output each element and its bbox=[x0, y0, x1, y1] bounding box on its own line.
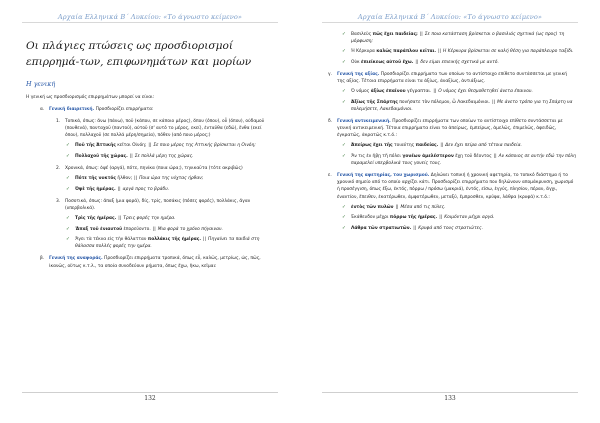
footer-rule bbox=[22, 392, 278, 393]
separator: || bbox=[415, 59, 419, 65]
list-marker: α. bbox=[40, 106, 45, 112]
greek-phrase: πῶς ἔχει παιδείας; bbox=[372, 32, 418, 37]
term: Γενική διαιρετική. bbox=[49, 106, 95, 112]
item-text: Προσδιορίζει επιρρήματα των οποίων το αντίστοιχο επίθετο συντάσσεται με γενική της αξίας. Τέτοια επιρρήματα είναι τα ἀξίως, ἀναξίως, ἀντιάξιως. bbox=[337, 72, 568, 85]
translation: Πηγαίνει τα παιδιά στη θάλασσα πολλές φορές την ημέρα. bbox=[75, 237, 260, 250]
greek-phrase: Ἀπείρως ἔχει τῆς bbox=[351, 143, 393, 149]
check-icon: ✓ bbox=[342, 153, 346, 159]
header-rule bbox=[322, 22, 578, 23]
greek-pre: Ἄν τις ἐν ἥβῃ τῆ πόλει bbox=[351, 153, 403, 159]
check-icon: ✓ bbox=[342, 32, 346, 37]
greek-phrase: Ποῦ τῆς Ἀττικῆς bbox=[75, 143, 116, 149]
separator: || bbox=[134, 176, 138, 182]
greek-phrase: γονέων ἀμελέστερον bbox=[402, 153, 454, 159]
greek-rest: Ἄγει τὰ τέκνα εἰς τὴν θάλατταν bbox=[75, 237, 148, 243]
item-text: Ποσοτικά, όπως: ἅπαξ (μια φορά), δίς, τρίς, ποσάκις (πόσες φορές), πολλάκις, ἄγαν (υπερβολικά). bbox=[65, 199, 251, 212]
translation: Σε ποιο μέρος της Αττικής βρίσκεται η Οινόη; bbox=[153, 143, 256, 149]
intro-paragraph: Η γενική ως προσδιορισμός επιρρημάτων μπορεί να είναι: bbox=[26, 94, 155, 100]
greek-rest: ἐπορεύοντο. bbox=[122, 226, 151, 232]
separator: || bbox=[395, 204, 399, 210]
check-icon: ✓ bbox=[342, 49, 346, 55]
term: Γενική της αξίας. bbox=[337, 72, 380, 78]
example-item bbox=[342, 31, 576, 45]
example-item bbox=[342, 99, 576, 113]
list-item-d bbox=[328, 118, 576, 139]
greek-pre: Οὐκ bbox=[351, 59, 361, 65]
translation: Ποια ώρα της νύχτας ήρθαν; bbox=[139, 176, 204, 182]
greek-phrase: πολλάκις τῆς ἡμέρας. bbox=[147, 237, 202, 243]
list-item-g bbox=[328, 71, 576, 85]
greek-pre: Βασιλεὺς bbox=[351, 32, 373, 37]
list-marker: δ. bbox=[328, 119, 333, 125]
translation: Μια φορά το χρόνο πήγαιναν. bbox=[157, 226, 223, 232]
greek-phrase-2: παιδείας. bbox=[415, 143, 439, 149]
example-item bbox=[342, 214, 576, 221]
greek-pre: Ὁ νόμος bbox=[351, 89, 371, 95]
item-text: Προσδιορίζει επιρρήματα: bbox=[94, 106, 154, 112]
check-icon: ✓ bbox=[66, 237, 70, 243]
greek-phrase: καλῶς παράπλου κεῖται. bbox=[376, 49, 437, 55]
separator: || bbox=[148, 143, 152, 149]
greek-phrase: Ὀψὲ τῆς ἡμέρας. bbox=[75, 186, 116, 192]
greek-pre: Ἡ Κέρκυρα bbox=[351, 49, 377, 55]
check-icon: ✓ bbox=[66, 176, 70, 182]
separator: || bbox=[493, 153, 497, 159]
greek-post: πονήσατε τὸν πόλεμον, ὦ Λακεδαιμόνιοι. bbox=[397, 99, 491, 105]
greek-phrase: Ἅπαξ τοῦ ἐνιαυτοῦ bbox=[75, 226, 123, 232]
list-marker: β. bbox=[40, 256, 45, 262]
check-icon: ✓ bbox=[342, 215, 346, 221]
running-head: Αρχαία Ελληνικά Β΄ Λυκείου: «Το άγνωστο κείμενο» bbox=[357, 13, 543, 21]
separator: || bbox=[413, 225, 417, 231]
sub-item-1 bbox=[56, 118, 276, 139]
list-item-e bbox=[328, 172, 576, 201]
greek-post: ἔχῃ τοῦ δέοντος bbox=[453, 153, 492, 159]
item-text: Τοπικά, όπως: ἄνω (πάνω), ποῦ (κάπου, σε κάποιο μέρος), ὅπου (όπου), οὗ (όπου), οὐδαμοῦ (πουθενά), πανταχοῦ (παντού), αὐτοῦ (σ' αυτό το μέρος, εκεί), ἐνταῦθα (εδώ), ἔνθα (εκεί όπου), πολλαχοῦ (σε πολλά μέρη/σημεία), πόθεν (από ποιο μέρος;) bbox=[65, 118, 265, 139]
separator: || bbox=[419, 32, 423, 37]
greek-rest: ἧλθον; bbox=[116, 176, 133, 182]
list-item-b bbox=[40, 255, 276, 269]
check-icon: ✓ bbox=[342, 59, 346, 65]
term: Γενική της αφετηρίας, του χωρισμού. bbox=[337, 173, 430, 179]
example-item bbox=[66, 142, 276, 149]
example-item bbox=[342, 48, 576, 55]
list-item-a bbox=[40, 106, 276, 113]
greek-pre: Ἐκάθευδον μέχρι bbox=[351, 215, 390, 221]
check-icon: ✓ bbox=[66, 143, 70, 149]
check-icon: ✓ bbox=[66, 216, 70, 222]
separator: || bbox=[117, 186, 121, 192]
example-item bbox=[342, 225, 576, 232]
example-item bbox=[342, 59, 576, 66]
list-marker: ε. bbox=[328, 173, 332, 179]
list-marker: 2. bbox=[56, 166, 61, 172]
separator: || bbox=[433, 89, 437, 95]
sub-item-2 bbox=[56, 165, 276, 172]
translation: Αν κάποιος σε αυτήν εδώ την πόλη παραμελεί υπερβολικά τους γονείς τους. bbox=[351, 153, 576, 166]
translation: Η Κέρκυρα βρίσκεται σε καλή θέση για παράπλευρο ταξίδι. bbox=[443, 49, 574, 55]
greek-phrase: ἐπιείκεως αὐτοῦ ἔχω. bbox=[360, 59, 414, 65]
check-icon: ✓ bbox=[66, 153, 70, 159]
greek-rest: κεῖται Οἰνόη; bbox=[115, 143, 147, 149]
translation: Δεν έχει πείρα από τέτοια παιδεία. bbox=[445, 143, 522, 149]
translation: Κοιμόνταν μέχρι αργά. bbox=[444, 215, 495, 221]
greek-phrase: Πότε τῆς νυκτός bbox=[75, 176, 117, 182]
translation: Σε πολλά μέρη της χώρας. bbox=[134, 153, 194, 159]
check-icon: ✓ bbox=[342, 89, 346, 95]
separator: || bbox=[129, 153, 133, 159]
check-icon: ✓ bbox=[342, 99, 346, 105]
translation: Μέσα από τις πύλες. bbox=[400, 204, 446, 210]
check-icon: ✓ bbox=[66, 186, 70, 192]
page-number: 132 bbox=[144, 395, 156, 402]
list-marker: 1. bbox=[56, 118, 61, 124]
greek-post: τοιαύτης bbox=[392, 143, 416, 149]
example-item bbox=[66, 236, 276, 250]
translation: Τρεις φορές την ημέρα. bbox=[123, 216, 176, 222]
translation: δεν είμαι επιεικής σχετικά με αυτό. bbox=[420, 59, 499, 65]
separator: || bbox=[492, 99, 496, 105]
separator: || bbox=[152, 226, 156, 232]
separator: || bbox=[203, 237, 207, 243]
example-item bbox=[66, 175, 276, 182]
example-item bbox=[342, 142, 576, 149]
term: Γενική της αναφοράς. bbox=[49, 256, 103, 262]
greek-phrase: ἐντὸς τῶν πυλῶν bbox=[351, 204, 394, 210]
check-icon: ✓ bbox=[342, 143, 346, 149]
example-item bbox=[66, 186, 276, 193]
translation: Σε ποια κατάσταση βρίσκεται ο βασιλιάς σχετικά (ως προς) τη μόρφωση; bbox=[351, 32, 565, 45]
greek-phrase: Τρὶς τῆς ἡμέρας. bbox=[75, 216, 117, 222]
sub-item-3 bbox=[56, 198, 276, 212]
page-body bbox=[26, 28, 276, 273]
check-icon: ✓ bbox=[66, 226, 70, 232]
greek-phrase: ἀξίως ἐπαίνου bbox=[370, 89, 406, 95]
separator: || bbox=[440, 143, 444, 149]
greek-phrase: Λάθρα τῶν στρατιωτῶν. bbox=[351, 225, 412, 231]
page-body bbox=[326, 28, 576, 235]
translation: Ο νόμος έχει θεσμοθετηθεί άνετα έπαινου. bbox=[438, 89, 533, 95]
page-number: 133 bbox=[444, 395, 456, 402]
separator: || bbox=[438, 49, 442, 55]
translation: Κρυφά από τους στρατιώτες. bbox=[418, 225, 483, 231]
example-item bbox=[66, 215, 276, 222]
footer-rule bbox=[322, 392, 578, 393]
page-right bbox=[300, 0, 600, 423]
example-item bbox=[66, 226, 276, 233]
translation: Με άνετο τρόπο για τη Σπάρτη να πολεμήσετε, Λακεδαιμόνιοι. bbox=[351, 99, 573, 112]
separator: || bbox=[439, 215, 443, 221]
check-icon: ✓ bbox=[342, 225, 346, 231]
greek-phrase: Ἀξίως τῆς Σπάρτης bbox=[351, 99, 398, 105]
item-text: Προσδιορίζει επιρρήματα τροπικά, όπως εὖ, καλῶς, μετρίως, ὡς, πῶς, ἱκανῶς, οὕτως κ.τ.λ., τα οποία συνοδεύουν ρήματα, όπως ἔχω, ἥκω, κεῖμαι: bbox=[49, 256, 261, 269]
list-marker: γ. bbox=[328, 72, 332, 78]
greek-phrase: πόρρω τῆς ἡμέρας. bbox=[389, 215, 438, 221]
chapter-title: Οι πλάγιες πτώσεις ως προσδιορισμοί επιρρημά-των, επιφωνημάτων και μορίων bbox=[26, 40, 252, 69]
example-item bbox=[342, 88, 576, 95]
section-heading: Η γενική bbox=[26, 80, 56, 89]
example-item bbox=[342, 204, 576, 211]
example-item bbox=[66, 153, 276, 160]
item-text: Χρονικά, όπως: ὀψέ (αργά), πότε, πηνίκα (ποια ώρα;), τηνικαῦτα (τότε ακριβώς) bbox=[65, 166, 243, 172]
term: Γενική αντικειμενική. bbox=[337, 119, 391, 125]
list-marker: 3. bbox=[56, 199, 61, 205]
translation: αργά προς το βράδυ. bbox=[122, 186, 170, 192]
running-head: Αρχαία Ελληνικά Β΄ Λυκείου: «Το άγνωστο κείμενο» bbox=[57, 13, 243, 21]
item-text: Προσδιορίζει επιρρήματα των οποίων το αντίστοιχο επίθετο συντάσσεται με γενική αντικειμενική. Τέτοια επιρρήματα είναι τα ἀπείρως, ἐμπείρως, ἀμελῶς, ἐπιμελῶς, ἀφειδῶς, ἐγκρατῶς, ἀκρατῶς κ.τ.ό.: bbox=[337, 119, 563, 139]
check-icon: ✓ bbox=[342, 204, 346, 210]
example-item bbox=[342, 153, 576, 167]
separator: || bbox=[118, 216, 122, 222]
greek-phrase: Πολλαχοῦ τῆς χώρας. bbox=[75, 153, 128, 159]
greek-post: γέγραπται. bbox=[405, 89, 432, 95]
header-rule bbox=[22, 22, 278, 23]
item-text: Δηλώνει τοπική ή χρονική αφετηρία, το τοπικό διάστημα ή το χρονικό σημείο από το οποίο αρχίζει κάτι. Προσδιορίζει επιρρήματα που δηλώνουν απομάκρυνση, χωρισμό ή προσέγγιση, όπως ἔξω, ἐκτός, πόρρω / πρόσω (μακριά), ἐντός, εἴσω, ἐγγύς, πλησίον, πέραν, ἄγχι, ἐναντίον, ἔπειθεν, ἐκατέρωθεν, ἀμφοτέρωθεν, μεταξύ, ἔμπροσθεν, κρύφα, λάθρα (κρυφά) κ.τ.ό.: bbox=[337, 173, 574, 200]
